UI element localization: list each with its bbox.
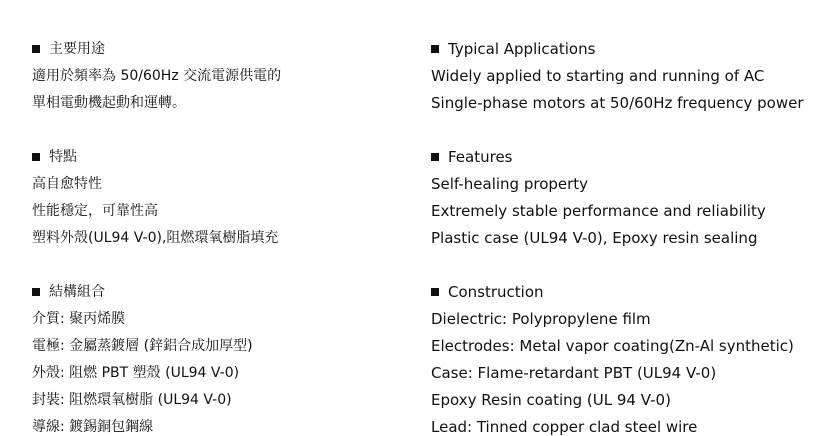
section-heading-applications-en (431, 40, 595, 58)
text-line: 性能穩定，可靠性高 (32, 203, 158, 219)
text-line: Lead: Tinned copper clad steel wire (431, 418, 698, 436)
text-line: 高自愈特性 (32, 176, 102, 192)
heading-text: 特點 (49, 149, 77, 165)
text-line: 外殼: 阻燃 PBT 塑殼 (UL94 V-0) (32, 365, 240, 381)
bullet-square-icon (32, 288, 40, 296)
section-heading-applications-zh (32, 40, 105, 58)
text-line: Single-phase motors at 50/60Hz frequency power (431, 94, 804, 112)
heading-text: 主要用途 (49, 41, 105, 57)
text-line: Epoxy Resin coating (UL 94 V-0) (431, 391, 671, 409)
text-line: Self-healing property (431, 175, 589, 193)
section-heading-features-en (431, 148, 513, 166)
text-line: 封裝: 阻燃環氧樹脂 (UL94 V-0) (32, 392, 232, 408)
bullet-square-icon (431, 153, 439, 161)
section-heading-construction-zh (32, 283, 105, 301)
section-heading-features-zh (32, 148, 77, 166)
bullet-square-icon (32, 45, 40, 53)
bullet-square-icon (431, 288, 439, 296)
text-line: Extremely stable performance and reliability (431, 202, 766, 220)
text-line: 導線: 鍍錫銅包鋼線 (32, 419, 154, 435)
section-heading-construction-en (431, 283, 544, 301)
bullet-square-icon (32, 153, 40, 161)
heading-text: Typical Applications (448, 40, 596, 58)
text-line: 電極: 金屬蒸鍍層 (鋅鋁合成加厚型) (32, 338, 253, 354)
heading-text: 結構組合 (49, 284, 105, 300)
heading-text: Features (448, 148, 513, 166)
text-line: 介質: 聚丙烯膜 (32, 311, 126, 327)
text-line: Widely applied to starting and running of AC (431, 67, 765, 85)
text-line: Plastic case (UL94 V-0), Epoxy resin sealing (431, 229, 758, 247)
text-line: 適用於頻率為 50/60Hz 交流電源供電的 (32, 68, 282, 84)
text-line: 塑料外殼(UL94 V-0),阻燃環氧樹脂填充 (32, 230, 279, 246)
text-line: 單相電動機起動和運轉。 (32, 95, 186, 111)
text-line: Dielectric: Polypropylene film (431, 310, 651, 328)
text-line: Case: Flame-retardant PBT (UL94 V-0) (431, 364, 717, 382)
text-line: Electrodes: Metal vapor coating(Zn-Al synthetic) (431, 337, 794, 355)
bullet-square-icon (431, 45, 439, 53)
heading-text: Construction (448, 283, 544, 301)
